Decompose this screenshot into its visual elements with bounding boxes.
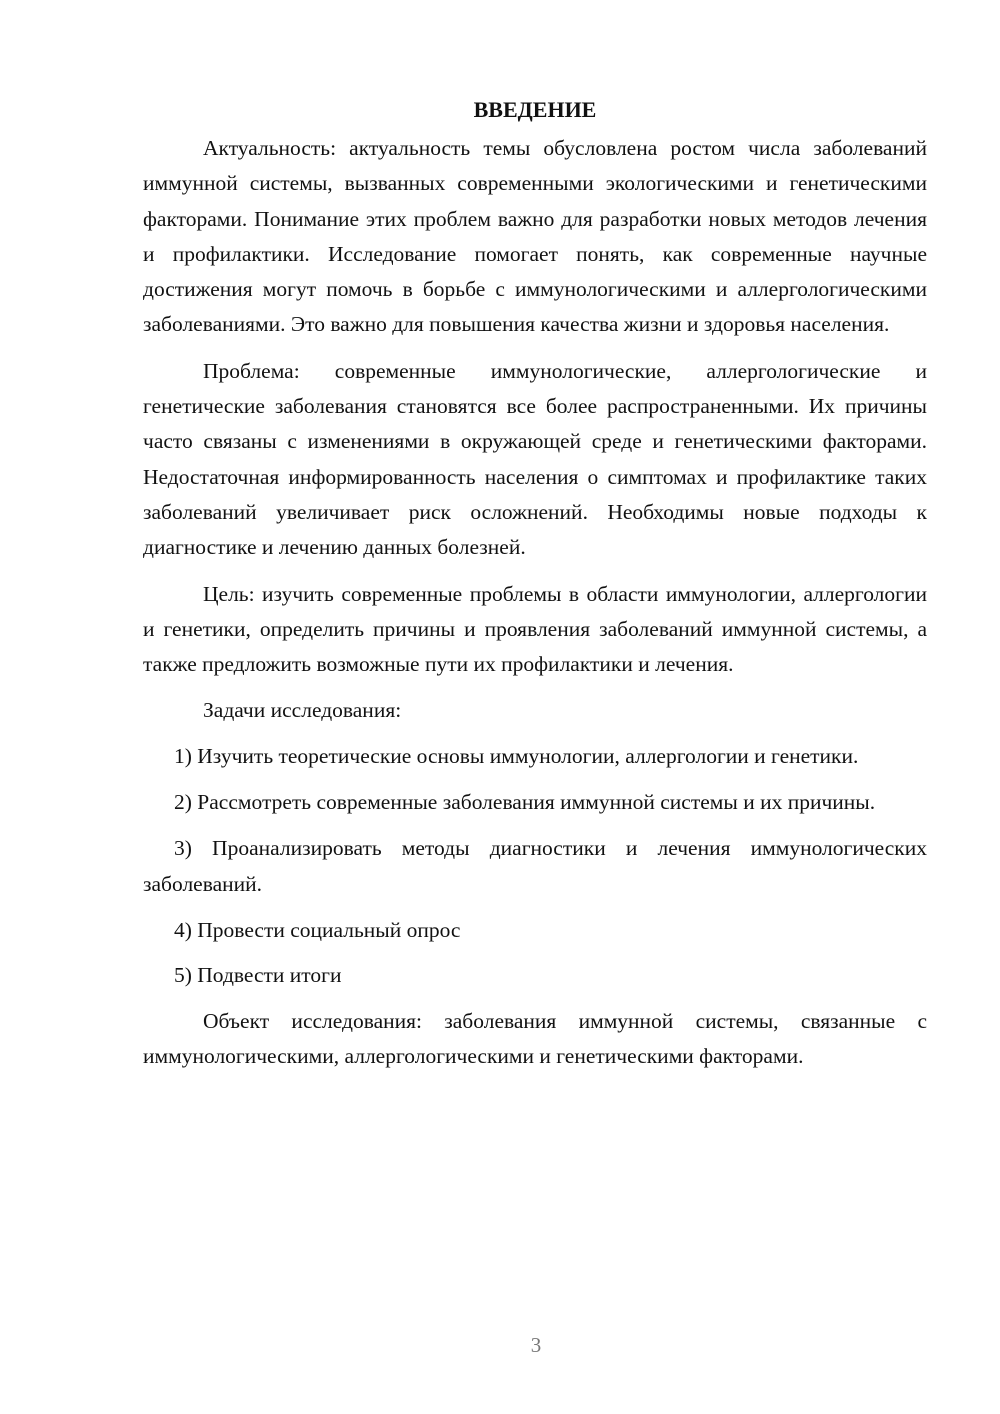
paragraph-goal: Цель: изучить современные проблемы в области иммунологии, аллергологии и генетики, определить причины и проявления заболеваний иммунной системы, а также предложить возможные пути их профилактики и лечения. — [143, 581, 927, 677]
document-title: ВВЕДЕНИЕ — [473, 97, 597, 122]
task-item-1: 1) Изучить теоретические основы иммунологии, аллергологии и генетики. — [174, 743, 859, 768]
task-item-4: 4) Провести социальный опрос — [174, 917, 461, 942]
paragraph-object: Объект исследования: заболевания иммунной системы, связанные с иммунологическими, аллергологическими и генетическими факторами. — [143, 1008, 927, 1068]
paragraph-relevance: Актуальность: актуальность темы обусловлена ростом числа заболеваний иммунной системы, вызванных современными экологическими и генетическими факторами. Понимание этих проблем важно для разработки новых методов лечения и профилактики. Исследование помогает понять, как современные научные достижения могут помочь в борьбе с иммунологическими и аллергологическими заболеваниями. Это важно для повышения качества жизни и здоровья населения. — [143, 136, 927, 337]
task-item-5: 5) Подвести итоги — [174, 963, 342, 988]
task-item-2: 2) Рассмотреть современные заболевания иммунной системы и их причины. — [174, 790, 876, 815]
paragraph-problem: Проблема: современные иммунологические, аллергологические и генетические заболевания становятся все более распространенными. Их причины часто связаны с изменениями в окружающей среде и генетическими факторами. Недостаточная информированность населения о симптомах и профилактике таких заболеваний увеличивает риск осложнений. Необходимы новые подходы к диагностике и лечению данных болезней. — [143, 358, 927, 560]
tasks-heading: Задачи исследования: — [203, 698, 402, 723]
document-page — [143, 88, 927, 1085]
task-item-3: 3) Проанализировать методы диагностики и лечения иммунологических заболеваний. — [143, 836, 927, 896]
page-number: 3 — [530, 1333, 542, 1357]
